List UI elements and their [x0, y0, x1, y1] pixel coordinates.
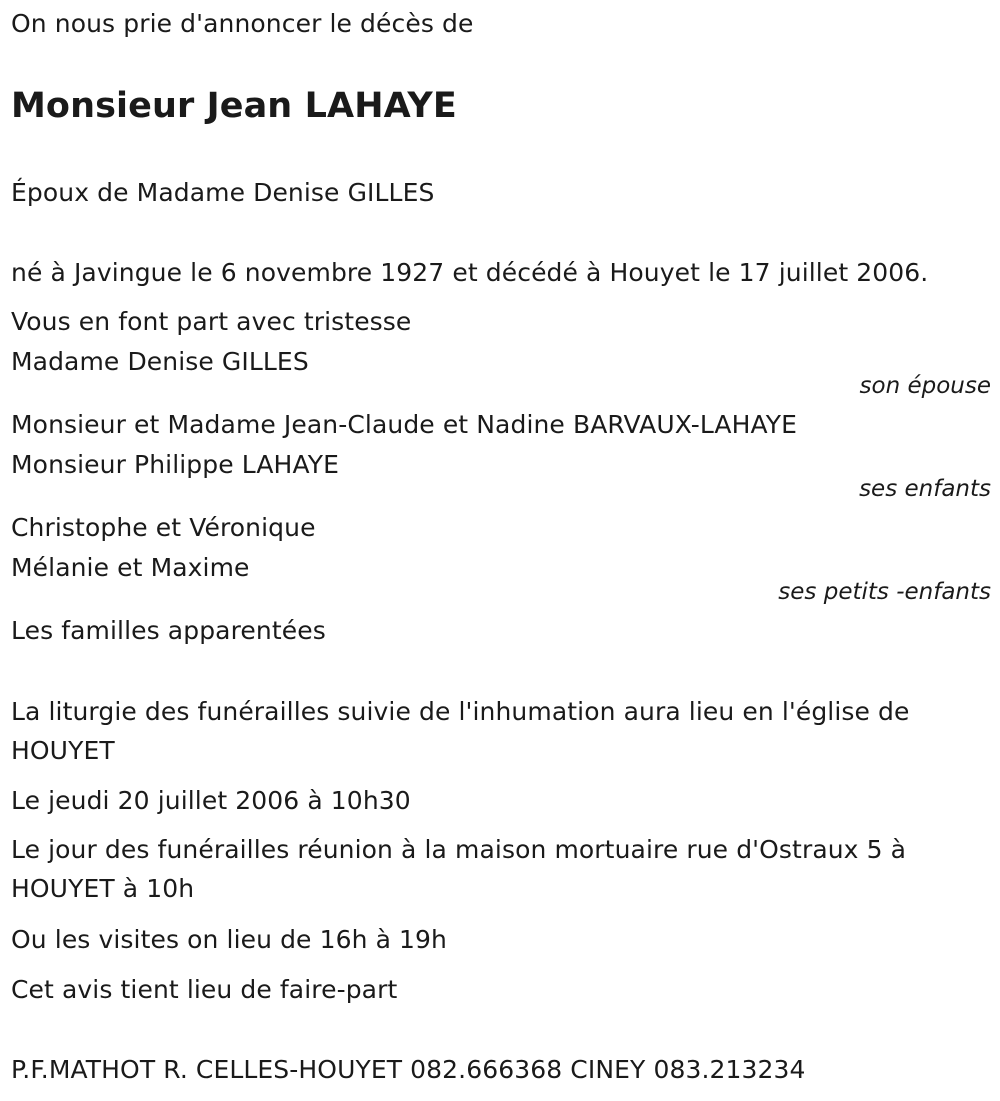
grandchildren-role: ses petits -enfants: [778, 579, 991, 605]
funeral-home-contact: P.F.MATHOT R. CELLES-HOUYET 082.666368 CINEY 083.213234: [11, 1055, 806, 1084]
deceased-name: Monsieur Jean LAHAYE: [11, 86, 457, 126]
ceremony-date: Le jeudi 20 juillet 2006 à 10h30: [11, 786, 411, 815]
death-notice: [11, 0, 991, 1101]
spouse-line: Époux de Madame Denise GILLES: [11, 178, 435, 207]
children-role: ses enfants: [859, 476, 991, 502]
grandchild-1: Christophe et Véronique: [11, 513, 316, 542]
liturgy-line-1: La liturgie des funérailles suivie de l'inhumation aura lieu en l'église de: [11, 697, 910, 726]
child-1: Monsieur et Madame Jean-Claude et Nadine BARVAUX-LAHAYE: [11, 410, 798, 439]
meeting-line-2: HOUYET à 10h: [11, 874, 195, 903]
grandchild-2: Mélanie et Maxime: [11, 553, 250, 582]
spouse-name: Madame Denise GILLES: [11, 347, 309, 376]
meeting-line-1: Le jour des funérailles réunion à la maison mortuaire rue d'Ostraux 5 à: [11, 835, 907, 864]
birth-death-line: né à Javingue le 6 novembre 1927 et décédé à Houyet le 17 juillet 2006.: [11, 258, 929, 287]
announcers-intro: Vous en font part avec tristesse: [11, 307, 412, 336]
visits-line: Ou les visites on lieu de 16h à 19h: [11, 925, 448, 954]
relatives-line: Les familles apparentées: [11, 616, 326, 645]
liturgy-line-2: HOUYET: [11, 736, 115, 765]
intro-text: On nous prie d'annoncer le décès de: [11, 9, 474, 38]
faire-part-note: Cet avis tient lieu de faire-part: [11, 975, 398, 1004]
child-2: Monsieur Philippe LAHAYE: [11, 450, 339, 479]
spouse-role: son épouse: [859, 373, 991, 399]
